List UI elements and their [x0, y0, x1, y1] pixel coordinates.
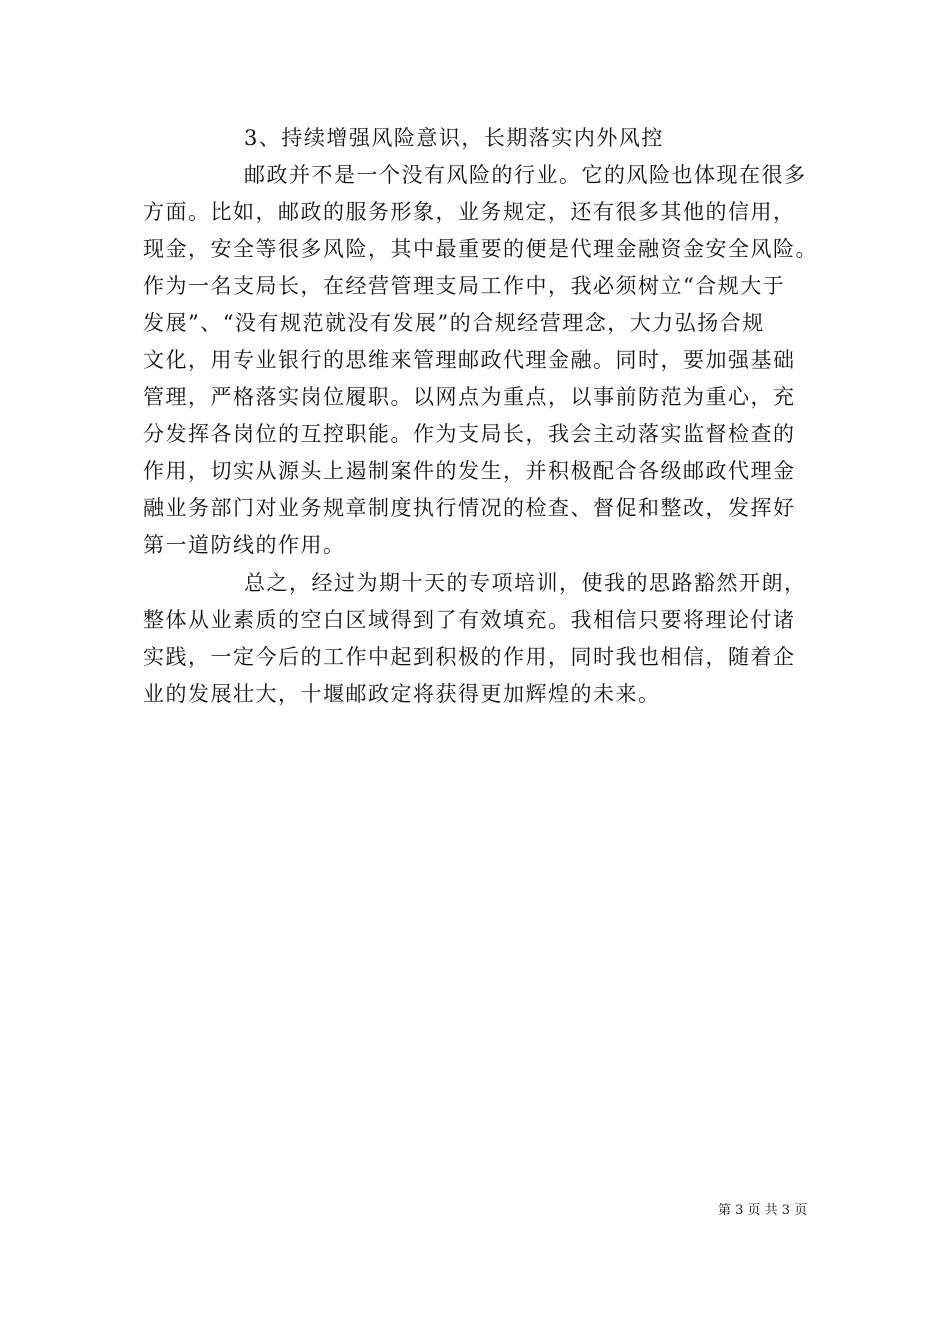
paragraph-line: 第一道防线的作用。 — [143, 533, 346, 557]
paragraph-line: 文化，用专业银行的思维来管理邮政代理金融。同时，要加强基础 — [143, 348, 796, 372]
paragraph-line: 业的发展壮大，十堰邮政定将获得更加辉煌的未来。 — [143, 682, 661, 706]
paragraph-line: 总之，经过为期十天的专项培训，使我的思路豁然开朗， — [244, 571, 807, 595]
paragraph-line: 邮政并不是一个没有风险的行业。它的风险也体现在很多 — [244, 163, 807, 187]
paragraph-line: 融业务部门对业务规章制度执行情况的检查、督促和整改，发挥好 — [143, 496, 796, 520]
paragraph-line: 方面。比如，邮政的服务形象，业务规定，还有很多其他的信用， — [143, 200, 796, 224]
paragraph-line: 管理，严格落实岗位履职。以网点为重点，以事前防范为重心，充 — [143, 385, 796, 409]
paragraph-line: 整体从业素质的空白区域得到了有效填充。我相信只要将理论付诸 — [143, 608, 796, 632]
paragraph-line: 现金，安全等很多风险，其中最重要的便是代理金融资金安全风险。 — [143, 237, 818, 261]
paragraph-line: 作为一名支局长，在经营管理支局工作中，我必须树立“合规大于 — [143, 274, 786, 298]
paragraph-line: 分发挥各岗位的互控职能。作为支局长，我会主动落实监督检查的 — [143, 422, 796, 446]
page-number: 第 3 页 共 3 页 — [718, 1203, 808, 1218]
paragraph-line: 作用，切实从源头上遏制案件的发生，并积极配合各级邮政代理金 — [143, 459, 796, 483]
paragraph-line: 实践，一定今后的工作中起到积极的作用，同时我也相信，随着企 — [143, 645, 796, 669]
paragraph-line: 发展”、“没有规范就没有发展”的合规经营理念，大力弘扬合规 — [143, 311, 765, 335]
section-heading: 3、持续增强风险意识，长期落实内外风控 — [244, 126, 664, 150]
